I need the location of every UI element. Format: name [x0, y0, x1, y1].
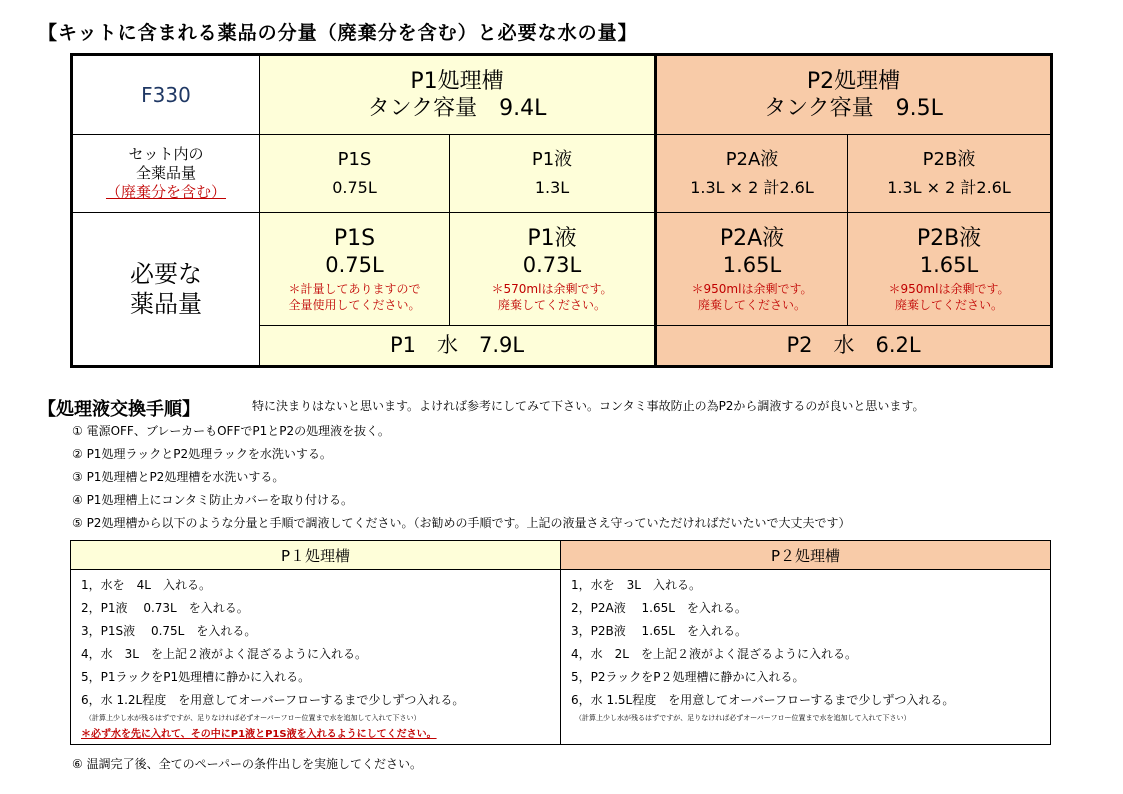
- need-cell-note: 廃棄してください。: [894, 297, 1003, 312]
- set-cell-p1liquid: [450, 135, 656, 213]
- p2-procedure-cell: [561, 570, 1051, 745]
- p1-procedure-line: 5，P1ラックをP1処理槽に静かに入れる。: [81, 670, 311, 684]
- p2-procedure-line: 1，水を 3L 入れる。: [571, 578, 701, 592]
- need-cell-name: P2A液: [719, 225, 785, 251]
- need-cell-p2a: [656, 213, 848, 326]
- set-cell-name: P2A液: [725, 149, 779, 171]
- procedure-step: ① 電源OFF、ブレーカーもOFFでP1とP2の処理液を抜く。: [72, 424, 390, 438]
- p2-procedure-header: P２処理槽: [561, 541, 1051, 570]
- procedure-step: ④ P1処理槽上にコンタミ防止カバーを取り付ける。: [72, 493, 353, 507]
- p1-procedure-line: 3，P1S液 0.75L を入れる。: [81, 624, 257, 638]
- required-label-line2: 薬品量: [130, 290, 202, 318]
- set-label-line2: 全薬品量: [135, 164, 196, 183]
- p1-tank-name: P1処理槽: [410, 68, 504, 94]
- set-cell-p2a: [656, 135, 848, 213]
- procedure-steps: [72, 420, 851, 535]
- need-cell-p2b: [848, 213, 1052, 326]
- p2-procedure-line: 2，P2A液 1.65L を入れる。: [571, 601, 747, 615]
- p1-procedure-line: 1，水を 4L 入れる。: [81, 578, 211, 592]
- p2-tank-capacity: タンク容量 9.5L: [764, 96, 943, 121]
- need-cell-p1s: [260, 213, 450, 326]
- p1-procedure-note: （計算上少し水が残るはずですが、足りなければ必ずオーバーフロー位置まで水を追加して入れて下さい）: [85, 714, 421, 722]
- p2-tank-name: P2処理槽: [806, 68, 901, 94]
- procedure-title: 【処理液交換手順】: [38, 399, 200, 420]
- set-total-label: [72, 135, 260, 213]
- p1-procedure-line: 2，P1液 0.73L を入れる。: [81, 601, 249, 615]
- need-cell-note: ＊950mlは余剰です。: [888, 282, 1010, 297]
- need-cell-name: P1S: [333, 225, 376, 251]
- need-cell-note: ＊計量してありますので: [288, 282, 421, 297]
- need-cell-value: 0.75L: [325, 253, 384, 278]
- need-cell-note: ＊950mlは余剰です。: [691, 282, 813, 297]
- p2-procedure-line: 6，水 1.5L程度 を用意してオーバーフローするまで少しずつ入れる。: [571, 693, 955, 707]
- p2-water-amount: P2 水 6.2L: [656, 326, 1052, 367]
- set-cell-value: 1.3L × 2 計2.6L: [887, 177, 1011, 197]
- model-label: F330: [72, 55, 260, 135]
- p2-procedure-line: 5，P2ラックをP２処理槽に静かに入れる。: [571, 670, 805, 684]
- p1-tank-header: [260, 55, 656, 135]
- set-cell-value: 1.3L: [534, 177, 570, 197]
- set-cell-p1s: [260, 135, 450, 213]
- set-cell-name: P1S: [337, 149, 372, 171]
- p2-procedure-line: 3，P2B液 1.65L を入れる。: [571, 624, 747, 638]
- p1-procedure-warning: ＊必ず水を先に入れて、その中にP1液とP1S液を入れるようにしてください。: [81, 729, 437, 740]
- procedure-step: ② P1処理ラックとP2処理ラックを水洗いする。: [72, 447, 332, 461]
- chemical-quantity-table: [70, 53, 1053, 368]
- set-label-line3: （廃棄分を含む）: [105, 182, 226, 201]
- mixing-procedure-table: [70, 540, 1051, 745]
- need-cell-value: 1.65L: [919, 253, 979, 278]
- p1-procedure-line: 6，水 1.2L程度 を用意してオーバーフローするまで少しずつ入れる。: [81, 693, 465, 707]
- final-step: ⑥ 温調完了後、全てのペーパーの条件出しを実施してください。: [72, 757, 422, 771]
- set-label-line1: セット内の: [128, 145, 204, 164]
- p1-procedure-line: 4，水 3L を上記２液がよく混ざるように入れる。: [81, 647, 367, 661]
- p1-tank-capacity: タンク容量 9.4L: [367, 96, 547, 121]
- procedure-step: ⑤ P2処理槽から以下のような分量と手順で調液してください。（お勧めの手順です。上記の液量さえ守っていただければだいたいで大丈夫です）: [72, 516, 851, 530]
- p2-tank-header: [656, 55, 1052, 135]
- need-cell-value: 1.65L: [722, 253, 782, 278]
- required-label-line1: 必要な: [130, 260, 202, 288]
- p1-procedure-header: P１処理槽: [71, 541, 561, 570]
- set-cell-name: P2B液: [922, 149, 976, 171]
- need-cell-name: P1液: [527, 225, 577, 251]
- p1-water-amount: P1 水 7.9L: [260, 326, 656, 367]
- document-title: 【キットに含まれる薬品の分量（廃棄分を含む）と必要な水の量】: [38, 22, 638, 44]
- set-cell-value: 1.3L × 2 計2.6L: [690, 177, 814, 197]
- need-cell-name: P2B液: [916, 225, 982, 251]
- set-cell-value: 0.75L: [332, 177, 377, 197]
- need-cell-note: 全量使用してください。: [288, 297, 421, 312]
- procedure-intro: 特に決まりはないと思います。よければ参考にしてみて下さい。コンタミ事故防止の為P2から調液するのが良いと思います。: [252, 399, 925, 413]
- set-cell-p2b: [848, 135, 1052, 213]
- set-cell-name: P1液: [531, 149, 573, 171]
- p2-procedure-note: （計算上少し水が残るはずですが、足りなければ必ずオーバーフロー位置まで水を追加して入れて下さい）: [575, 714, 911, 722]
- p1-procedure-cell: [71, 570, 561, 745]
- need-cell-note: 廃棄してください。: [697, 297, 806, 312]
- p2-procedure-line: 4，水 2L を上記２液がよく混ざるように入れる。: [571, 647, 857, 661]
- required-label: [72, 213, 260, 367]
- procedure-step: ③ P1処理槽とP2処理槽を水洗いする。: [72, 470, 285, 484]
- need-cell-note: 廃棄してください。: [497, 297, 606, 312]
- need-cell-note: ＊570mlは余剰です。: [491, 282, 613, 297]
- need-cell-value: 0.73L: [522, 253, 582, 278]
- need-cell-p1liquid: [450, 213, 656, 326]
